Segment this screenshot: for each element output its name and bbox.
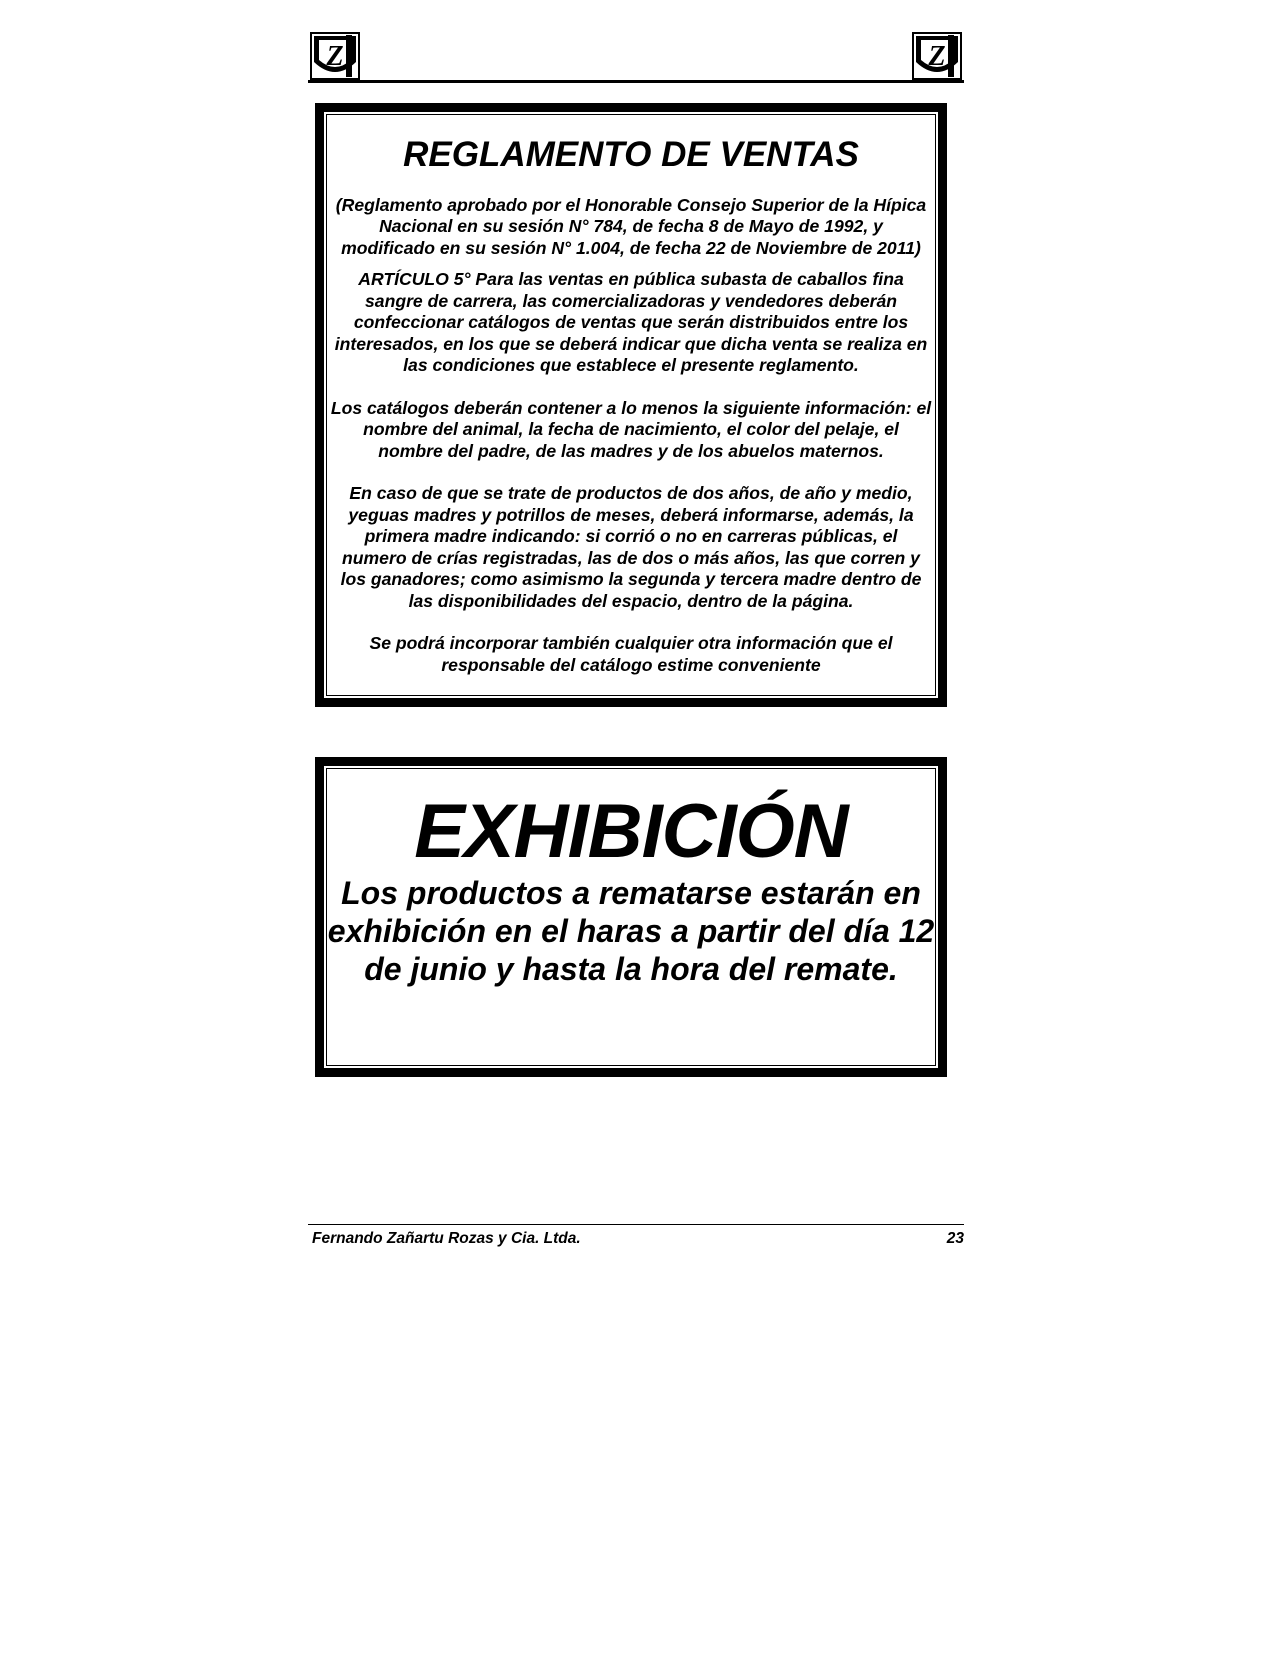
reglamento-productos: En caso de que se trate de productos de dos años, de año y medio, yeguas madres y potrillos de meses, deberá informarse, además, la primera madre indicando: si corrió o no en carreras públicas, el numero de crías registradas, las de dos o más años, las que corren y los ganadores; como asimismo la segunda y tercera madre dentro de las disponibilidades del espacio, dentro de la página. (340, 483, 922, 611)
zanartu-logo-icon (310, 32, 360, 80)
svg-text:Z: Z (326, 41, 344, 72)
footer-company: Fernando Zañartu Rozas y Cia. Ltda. (312, 1230, 581, 1247)
svg-text:Z: Z (928, 41, 946, 72)
footer-rule (308, 1224, 964, 1225)
header-rule (308, 80, 964, 83)
reglamento-otra-info: Se podrá incorporar también cualquier otra información que el responsable del catálogo estime conveniente (369, 633, 893, 675)
exhibicion-box (316, 758, 946, 1076)
page-number: 23 (946, 1230, 964, 1247)
reglamento-title: REGLAMENTO DE VENTAS (403, 135, 859, 174)
reglamento-box (316, 104, 946, 706)
exhibicion-body: Los productos a rematarse estarán en exhibición en el haras a partir del día 12 de junio y hasta la hora del remate. (327, 875, 935, 987)
reglamento-articulo: ARTÍCULO 5° Para las ventas en pública subasta de caballos fina sangre de carrera, las comercializadoras y vendedores deberán confeccionar catálogos de ventas que serán distribuidos entre los interesados, en los que se deberá indicar que dicha venta se realiza en las condiciones que establece el presente reglamento. (334, 269, 928, 375)
zanartu-logo-icon (912, 32, 962, 80)
reglamento-intro: (Reglamento aprobado por el Honorable Consejo Superior de la Hípica Nacional en su sesión N° 784, de fecha 8 de Mayo de 1992, y modificado en su sesión N° 1.004, de fecha 22 de Noviembre de 2011) (335, 194, 927, 258)
reglamento-catalogos: Los catálogos deberán contener a lo menos la siguiente información: el nombre del animal, la fecha de nacimiento, el color del pelaje, el nombre del padre, de las madres y de los abuelos maternos. (330, 397, 932, 461)
exhibicion-title: EXHIBICIÓN (414, 789, 848, 874)
